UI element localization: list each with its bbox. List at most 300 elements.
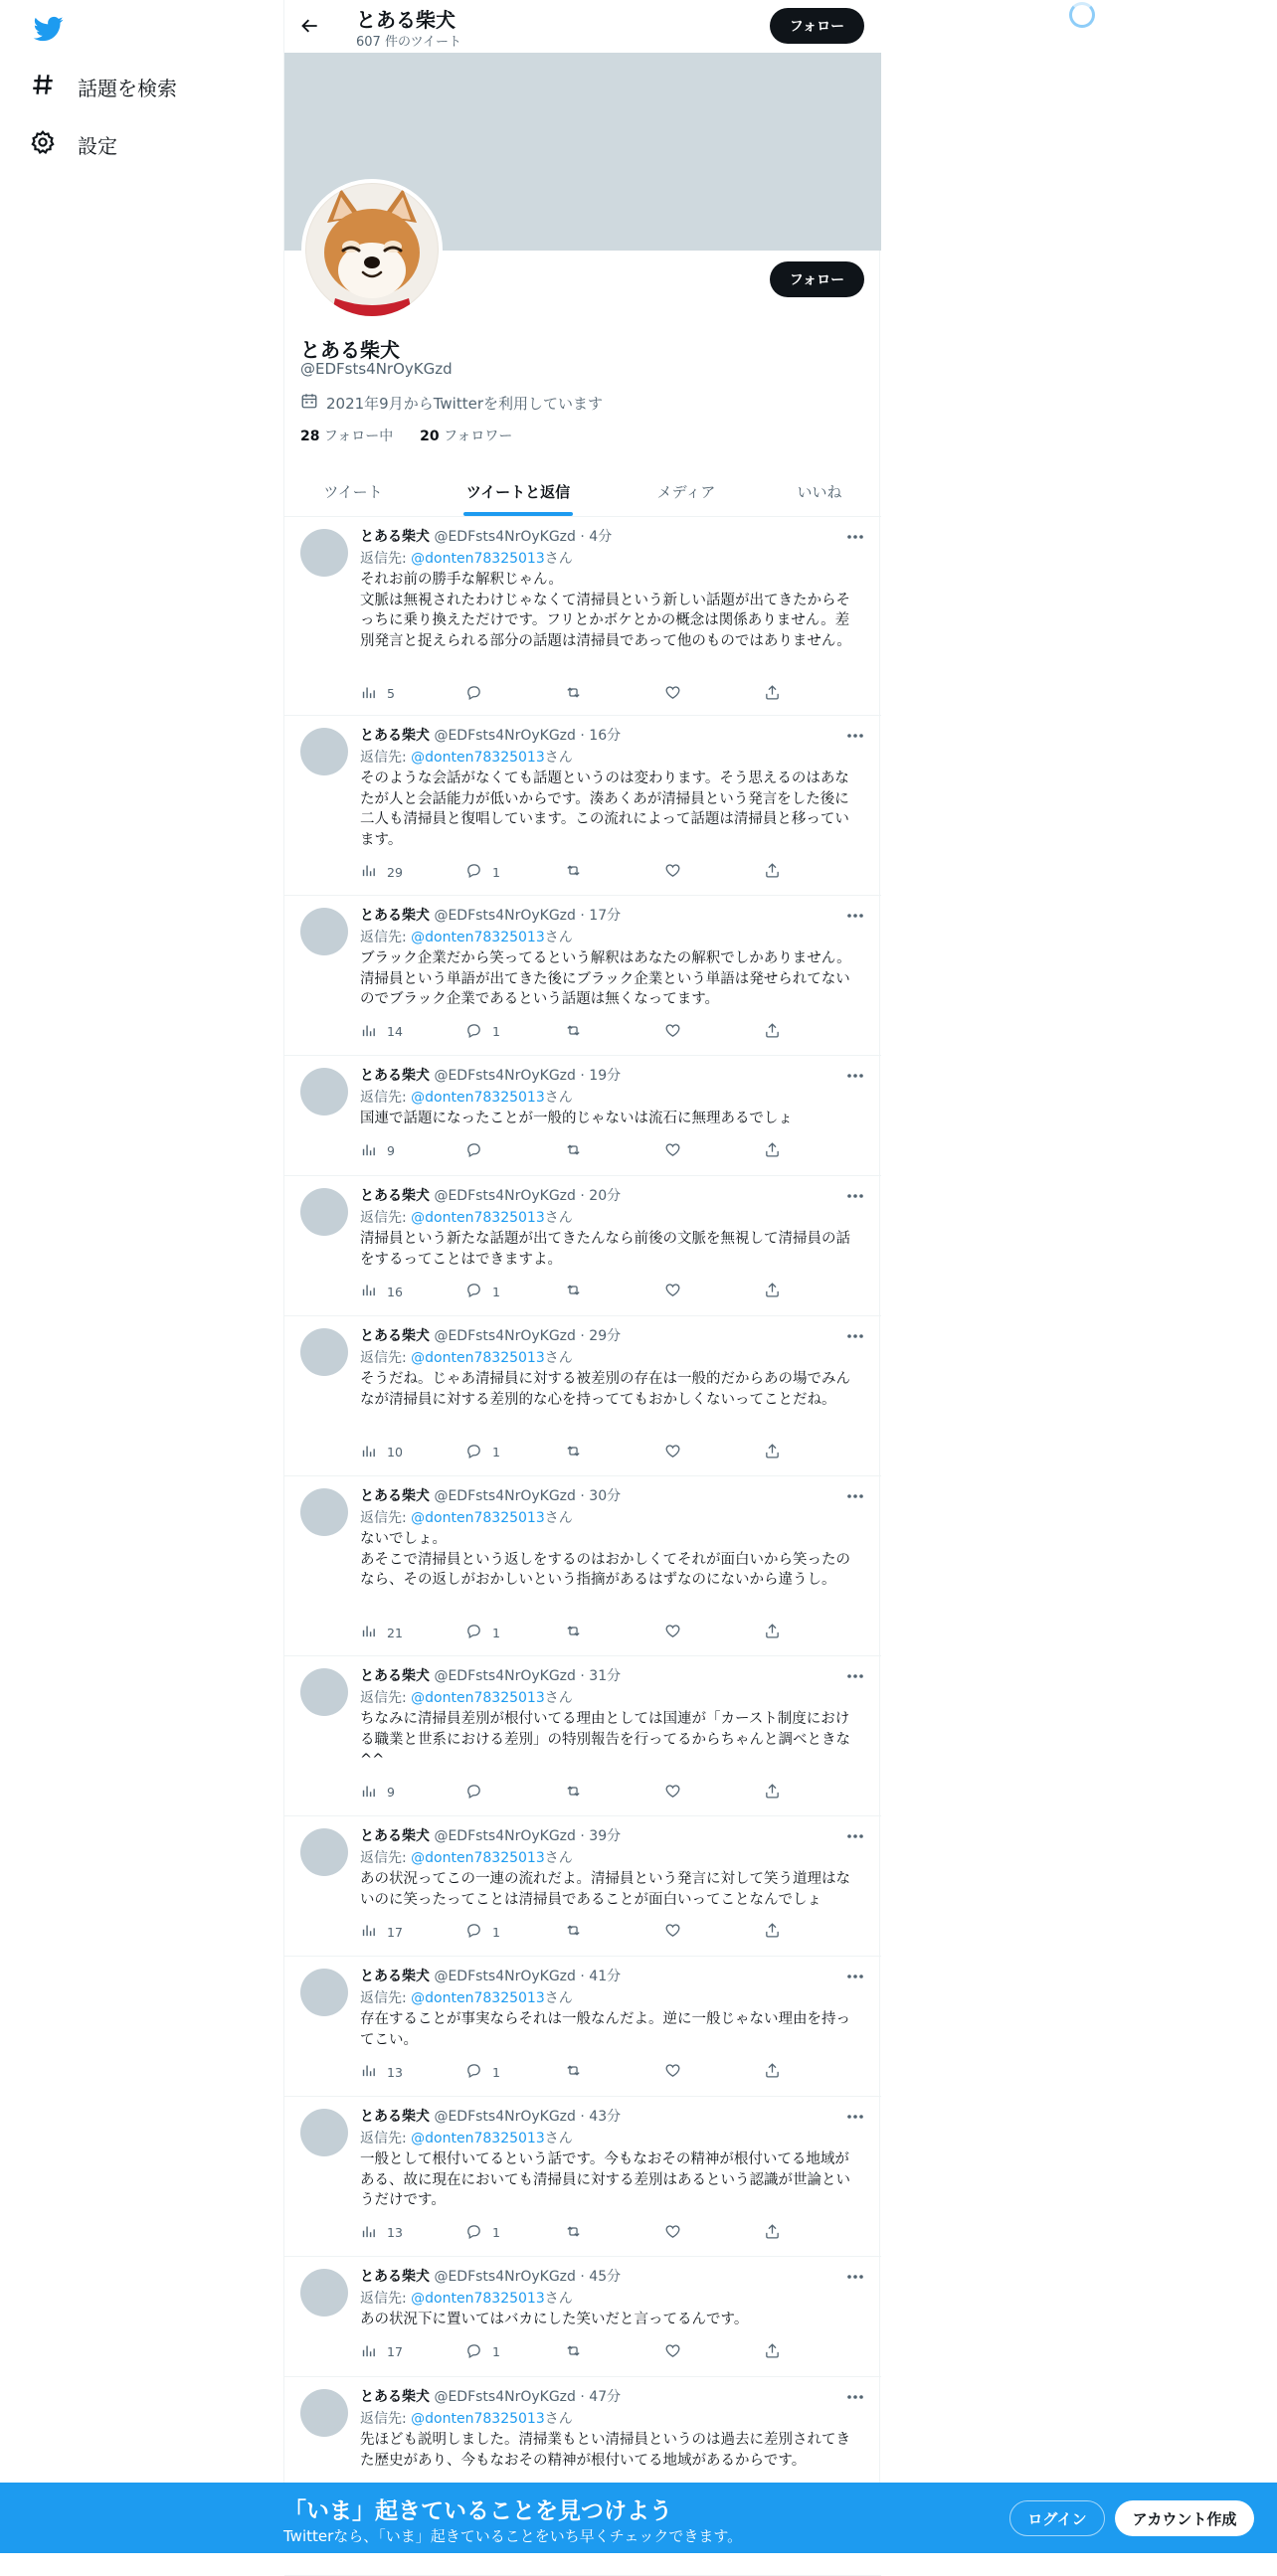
reply-action[interactable] [465, 1623, 500, 1642]
views-icon [360, 684, 377, 704]
tweet-separator: · [575, 1188, 590, 1204]
retweet-action[interactable] [565, 862, 592, 882]
more-options-icon[interactable] [845, 1969, 865, 1984]
reply-suffix: さん [544, 1990, 573, 2006]
reply-context [360, 549, 573, 569]
tweet-header [360, 1066, 621, 1086]
retweet-icon [565, 2342, 582, 2362]
reply-prefix: 返信先: [360, 750, 412, 766]
reply-icon [465, 1443, 482, 1462]
reply-count: 1 [492, 1024, 500, 1039]
tweet[interactable] [284, 896, 881, 1056]
tab-tweets[interactable]: ツイート [323, 482, 383, 501]
retweet-icon [565, 2062, 582, 2082]
tweet-time[interactable]: 30分 [589, 1488, 622, 1504]
tweet-text: それお前の勝手な解釈じゃん。 文脈は無視されたわけじゃなくて清掃員という新しい話題が出てきたからそっちに乗り換えただけです。フリとかボケとかの概念は関係ありません。差別発言と捉えられる部分の話題は清掃員であって他のものではありません。 [360, 572, 851, 649]
heart-icon [664, 2223, 681, 2243]
like-action[interactable] [664, 1022, 691, 1042]
more-options-icon[interactable] [845, 1068, 865, 1084]
like-action[interactable] [664, 2223, 691, 2243]
more-options-icon[interactable] [845, 2269, 865, 2285]
tweet-author-name[interactable]: とある柴犬 [360, 1969, 430, 1984]
share-action[interactable] [764, 1623, 781, 1642]
reply-suffix: さん [544, 1510, 573, 1526]
share-icon [764, 1783, 781, 1803]
profile-joined [300, 392, 603, 414]
banner-title: 「いま」起きていることを見つけよう [283, 2498, 672, 2524]
heart-icon [664, 1623, 681, 1642]
retweet-action[interactable] [565, 1022, 592, 1042]
like-action[interactable] [664, 1922, 691, 1942]
tweet-author-handle[interactable]: @EDFsts4NrOyKGzd [434, 2109, 576, 2125]
views-icon [360, 1022, 377, 1042]
reply-count: 1 [492, 1284, 500, 1299]
views-icon [360, 2342, 377, 2362]
reply-count: 1 [492, 1924, 500, 1940]
tweet-time[interactable]: 16分 [589, 728, 622, 744]
tweet-separator: · [575, 2269, 590, 2285]
tweet-author-handle[interactable]: @EDFsts4NrOyKGzd [434, 2269, 576, 2285]
like-action[interactable] [664, 2062, 691, 2082]
reply-action[interactable] [465, 684, 492, 704]
more-options-icon[interactable] [845, 529, 865, 545]
share-action[interactable] [764, 862, 781, 882]
joined-date: 2021年9月からTwitterを利用しています [326, 394, 603, 413]
share-icon [764, 1141, 781, 1161]
views-count: 10 [387, 1445, 403, 1460]
tweet-author-handle[interactable]: @EDFsts4NrOyKGzd [434, 728, 576, 744]
reply-action[interactable] [465, 1443, 500, 1462]
profile-name: とある柴犬 [300, 338, 400, 362]
heart-icon [664, 1022, 681, 1042]
more-options-icon[interactable] [845, 728, 865, 744]
heart-icon [664, 2062, 681, 2082]
like-action[interactable] [664, 1443, 691, 1462]
retweet-icon [565, 2223, 582, 2243]
tweet-author-handle[interactable]: @EDFsts4NrOyKGzd [434, 1969, 576, 1984]
tweet-separator: · [575, 2389, 590, 2405]
tweet-author-name[interactable]: とある柴犬 [360, 908, 430, 924]
tweet-separator: · [575, 1828, 590, 1844]
retweet-action[interactable] [565, 1141, 592, 1161]
tweet-time[interactable]: 43分 [589, 2109, 622, 2125]
tweet-author-handle[interactable]: @EDFsts4NrOyKGzd [434, 1488, 576, 1504]
more-options-icon[interactable] [845, 1188, 865, 1204]
heart-icon [664, 1443, 681, 1462]
reply-icon [465, 1141, 482, 1161]
tweet-avatar[interactable] [300, 1188, 348, 1236]
reply-mention-link[interactable]: @donten78325013 [411, 930, 545, 945]
share-icon [764, 1443, 781, 1462]
share-icon [764, 862, 781, 882]
reply-suffix: さん [544, 930, 573, 945]
views-icon [360, 1282, 377, 1301]
tweet[interactable] [284, 517, 881, 716]
more-options-icon[interactable] [845, 1488, 865, 1504]
tweet-text: 一般として根付いてるという話です。今もなおその精神が根付いてる地域がある、故に現在においても清掃員に対する差別はあるという認識が世論というだけです。 [360, 2151, 850, 2208]
reply-context [360, 1688, 573, 1708]
more-options-icon[interactable] [845, 2389, 865, 2405]
reply-prefix: 返信先: [360, 1850, 412, 1866]
tweet-time[interactable]: 47分 [589, 2389, 622, 2405]
tweet-author-handle[interactable]: @EDFsts4NrOyKGzd [434, 1668, 576, 1684]
retweet-icon [565, 1783, 582, 1803]
like-action[interactable] [664, 1623, 691, 1642]
like-action[interactable] [664, 684, 691, 704]
tweet-avatar[interactable] [300, 1668, 348, 1716]
reply-prefix: 返信先: [360, 551, 412, 567]
reply-mention-link[interactable]: @donten78325013 [411, 1850, 545, 1866]
tweet-author-handle[interactable]: @EDFsts4NrOyKGzd [434, 908, 576, 924]
hashtag-icon [30, 72, 56, 102]
views-action[interactable] [360, 1141, 395, 1161]
like-action[interactable] [664, 1141, 691, 1161]
tweet-avatar[interactable] [300, 1068, 348, 1116]
retweet-icon [565, 1282, 582, 1301]
reply-mention-link[interactable]: @donten78325013 [411, 1990, 545, 2006]
reply-icon [465, 1922, 482, 1942]
tweet-time[interactable]: 4分 [589, 529, 613, 545]
signup-banner [0, 2483, 1277, 2553]
retweet-action[interactable] [565, 1623, 592, 1642]
reply-mention-link[interactable]: @donten78325013 [411, 1510, 545, 1526]
views-icon [360, 2062, 377, 2082]
tweet[interactable] [284, 1816, 881, 1957]
heart-icon [664, 684, 681, 704]
tweet-actions [360, 862, 788, 882]
share-action[interactable] [764, 2223, 781, 2243]
loading-spinner-icon [1069, 2, 1095, 28]
tweet-author-name[interactable]: とある柴犬 [360, 1488, 430, 1504]
tweet-separator: · [575, 1488, 590, 1504]
heart-icon [664, 1783, 681, 1803]
views-action[interactable] [360, 1443, 403, 1462]
heart-icon [664, 2342, 681, 2362]
reply-prefix: 返信先: [360, 1350, 412, 1366]
sidebar-item-explore[interactable] [30, 65, 177, 108]
tweet-author-name[interactable]: とある柴犬 [360, 1828, 430, 1844]
reply-prefix: 返信先: [360, 2411, 412, 2427]
profile-column [283, 0, 880, 2553]
tweet-separator: · [575, 1328, 590, 1344]
tweet-header [360, 2267, 621, 2287]
share-action[interactable] [764, 1282, 781, 1301]
tweet[interactable] [284, 1957, 881, 2097]
tweet-header [360, 1326, 621, 1346]
reply-icon [465, 684, 482, 704]
reply-suffix: さん [544, 2411, 573, 2427]
reply-suffix: さん [544, 2291, 573, 2307]
retweet-icon [565, 1922, 582, 1942]
tweet-text: ないでしょ。 あそこで清掃員という返しをするのはおかしくてそれが面白いから笑ったのなら、その返しがおかしいという指摘があるはずなのにないから違うし。 [360, 1531, 850, 1588]
followers-link[interactable] [420, 429, 512, 444]
reply-suffix: さん [544, 1690, 573, 1706]
following-label: フォロー中 [319, 429, 394, 444]
tweet-author-name[interactable]: とある柴犬 [360, 529, 430, 545]
views-count: 14 [387, 1024, 403, 1039]
header-follow-button[interactable]: フォロー [770, 8, 864, 44]
tweet-author-name[interactable]: とある柴犬 [360, 1068, 430, 1084]
share-action[interactable] [764, 2342, 781, 2362]
tweet[interactable] [284, 1316, 881, 1476]
views-icon [360, 1783, 377, 1803]
views-action[interactable] [360, 684, 395, 704]
reply-prefix: 返信先: [360, 2291, 412, 2307]
tweet-avatar[interactable] [300, 1828, 348, 1876]
tab-media[interactable]: メディア [656, 482, 716, 501]
share-action[interactable] [764, 1022, 781, 1042]
retweet-action[interactable] [565, 684, 592, 704]
profile-follow-button[interactable]: フォロー [770, 261, 864, 297]
retweet-action[interactable] [565, 2062, 592, 2082]
reply-mention-link[interactable]: @donten78325013 [411, 1350, 545, 1366]
tweet-author-name[interactable]: とある柴犬 [360, 2389, 430, 2405]
tweet-avatar[interactable] [300, 2269, 348, 2317]
reply-count: 1 [492, 864, 500, 880]
profile-handle: @EDFsts4NrOyKGzd [300, 360, 453, 378]
tweet-text: そうだね。じゃあ清掃員に対する被差別の存在は一般的だからあの場でみんなが清掃員に対する差別的な心を持っててもおかしくないってことだね。 [360, 1371, 850, 1408]
tweet-text: 存在することが事実ならそれは一般なんだよ。逆に一般じゃない理由を持ってこい。 [360, 2011, 850, 2048]
tweet-actions [360, 1623, 788, 1642]
retweet-action[interactable] [565, 1922, 592, 1942]
tweet[interactable] [284, 2257, 881, 2377]
following-link[interactable] [300, 429, 393, 444]
tweet-author-name[interactable]: とある柴犬 [360, 1668, 430, 1684]
reply-action[interactable] [465, 862, 500, 882]
retweet-action[interactable] [565, 1282, 592, 1301]
views-count: 21 [387, 1625, 403, 1640]
reply-count: 1 [492, 2344, 500, 2359]
reply-action[interactable] [465, 1783, 492, 1803]
sidebar-item-settings[interactable] [30, 122, 117, 166]
tab-tweets-and-replies[interactable]: ツイートと返信 [465, 482, 571, 501]
views-action[interactable] [360, 2223, 403, 2243]
tweet-avatar[interactable] [300, 2109, 348, 2156]
tweet-header [360, 726, 621, 746]
profile-header [284, 0, 881, 53]
tweet-author-handle[interactable]: @EDFsts4NrOyKGzd [434, 1328, 576, 1344]
tweet[interactable] [284, 1476, 881, 1656]
tweet-author-name[interactable]: とある柴犬 [360, 1328, 430, 1344]
shiba-dog-avatar-icon [305, 183, 439, 316]
tweet[interactable] [284, 716, 881, 896]
tweet-author-name[interactable]: とある柴犬 [360, 2269, 430, 2285]
tweet-time[interactable]: 41分 [589, 1969, 622, 1984]
share-action[interactable] [764, 1922, 781, 1942]
more-options-icon[interactable] [845, 1828, 865, 1844]
tweet-author-handle[interactable]: @EDFsts4NrOyKGzd [434, 529, 576, 545]
views-action[interactable] [360, 2062, 403, 2082]
tweet-actions [360, 1783, 788, 1803]
reply-mention-link[interactable]: @donten78325013 [411, 1090, 545, 1106]
tweet-avatar[interactable] [300, 908, 348, 955]
retweet-icon [565, 1623, 582, 1642]
reply-icon [465, 2062, 482, 2082]
tweet-author-name[interactable]: とある柴犬 [360, 2109, 430, 2125]
tweet-header [360, 2107, 621, 2127]
tweet-author-name[interactable]: とある柴犬 [360, 728, 430, 744]
retweet-action[interactable] [565, 1783, 592, 1803]
reply-mention-link[interactable]: @donten78325013 [411, 2291, 545, 2307]
reply-context [360, 1988, 573, 2008]
more-options-icon[interactable] [845, 2109, 865, 2125]
heart-icon [664, 862, 681, 882]
more-options-icon[interactable] [845, 1668, 865, 1684]
tweet-separator: · [575, 728, 590, 744]
tweet-time[interactable]: 45分 [589, 2269, 622, 2285]
share-icon [764, 2223, 781, 2243]
reply-mention-link[interactable]: @donten78325013 [411, 2131, 545, 2147]
tweet-text: ちなみに清掃員差別が根付いてる理由としては国連が「カースト制度における職業と世系における差別」の特別報告を行ってるからちゃんと調べときな^^ [360, 1711, 850, 1768]
reply-mention-link[interactable]: @donten78325013 [411, 2411, 545, 2427]
more-options-icon[interactable] [845, 908, 865, 924]
reply-icon [465, 2342, 482, 2362]
heart-icon [664, 1922, 681, 1942]
share-action[interactable] [764, 2062, 781, 2082]
tab-likes[interactable]: いいね [797, 482, 842, 501]
tweet-header [360, 906, 621, 926]
reply-action[interactable] [465, 1282, 500, 1301]
reply-context [360, 1348, 573, 1368]
views-count: 5 [387, 686, 395, 701]
more-options-icon[interactable] [845, 1328, 865, 1344]
reply-action[interactable] [465, 2342, 500, 2362]
tweet-actions [360, 1922, 788, 1942]
views-action[interactable] [360, 1282, 403, 1301]
tweet-time[interactable]: 17分 [589, 908, 622, 924]
tweet-author-handle[interactable]: @EDFsts4NrOyKGzd [434, 1828, 576, 1844]
reply-mention-link[interactable]: @donten78325013 [411, 551, 545, 567]
sidebar-item-label: 話題を検索 [78, 76, 177, 100]
retweet-icon [565, 1022, 582, 1042]
tweet-author-handle[interactable]: @EDFsts4NrOyKGzd [434, 1188, 576, 1204]
reply-context [360, 2129, 573, 2148]
share-action[interactable] [764, 684, 781, 704]
views-icon [360, 1922, 377, 1942]
tweet-avatar[interactable] [300, 1969, 348, 2016]
reply-prefix: 返信先: [360, 1210, 412, 1226]
retweet-icon [565, 1443, 582, 1462]
views-action[interactable] [360, 1922, 403, 1942]
tweet-avatar[interactable] [300, 1488, 348, 1536]
retweet-icon [565, 684, 582, 704]
reply-count: 1 [492, 2064, 500, 2080]
follow-stats [300, 426, 512, 445]
like-action[interactable] [664, 1783, 691, 1803]
reply-prefix: 返信先: [360, 1690, 412, 1706]
views-count: 9 [387, 1143, 395, 1158]
tweet-author-handle[interactable]: @EDFsts4NrOyKGzd [434, 2389, 576, 2405]
banner-subtitle: Twitterなら、「いま」起きていることをいち早くチェックできます。 [283, 2527, 743, 2545]
signup-button[interactable]: アカウント作成 [1115, 2500, 1254, 2536]
tweet-avatar[interactable] [300, 2389, 348, 2437]
reply-context [360, 1208, 573, 1228]
tweet-text: ブラック企業だから笑ってるという解釈はあなたの解釈でしかありません。清掃員という単語が出てきた後にブラック企業という単語は発せられてないのでブラック企業であるという話題は無くなってます。 [360, 950, 851, 1007]
back-arrow-icon[interactable] [296, 12, 324, 40]
views-action[interactable] [360, 2342, 403, 2362]
reply-mention-link[interactable]: @donten78325013 [411, 1210, 545, 1226]
share-action[interactable] [764, 1783, 781, 1803]
tweet-author-handle[interactable]: @EDFsts4NrOyKGzd [434, 1068, 576, 1084]
tweet-text: あの状況下に置いてはバカにした笑いだと言ってるんです。 [360, 2312, 749, 2327]
views-action[interactable] [360, 1623, 403, 1642]
retweet-action[interactable] [565, 2342, 592, 2362]
retweet-action[interactable] [565, 1443, 592, 1462]
retweet-action[interactable] [565, 2223, 592, 2243]
tweet-actions [360, 1141, 788, 1161]
tweet-header [360, 1666, 621, 1686]
reply-mention-link[interactable]: @donten78325013 [411, 750, 545, 766]
reply-action[interactable] [465, 1922, 500, 1942]
tweet-text: そのような会話がなくても話題というのは変わります。そう思えるのはあなたが人と会話能力が低いからです。湊あくあが清掃員という発言をした後に二人も清掃員と復唱しています。この流れによって話題は清掃員と移っています。 [360, 771, 849, 848]
tweet-time[interactable]: 31分 [589, 1668, 622, 1684]
twitter-bird-icon[interactable] [32, 14, 66, 44]
tweet[interactable] [284, 1176, 881, 1316]
reply-icon [465, 1623, 482, 1642]
reply-context [360, 2289, 573, 2309]
reply-prefix: 返信先: [360, 1510, 412, 1526]
tweet-header [360, 1486, 621, 1506]
reply-action[interactable] [465, 1022, 500, 1042]
like-action[interactable] [664, 1282, 691, 1301]
tweet-actions [360, 1022, 788, 1042]
like-action[interactable] [664, 2342, 691, 2362]
share-action[interactable] [764, 1141, 781, 1161]
views-count: 9 [387, 1785, 395, 1800]
tweet-avatar[interactable] [300, 1328, 348, 1376]
reply-context [360, 1088, 573, 1108]
tweet-avatar[interactable] [300, 728, 348, 775]
views-action[interactable] [360, 862, 403, 882]
like-action[interactable] [664, 862, 691, 882]
tweet-time[interactable]: 29分 [589, 1328, 622, 1344]
tweet-actions [360, 2223, 788, 2243]
views-icon [360, 2223, 377, 2243]
tweet-actions [360, 1282, 788, 1301]
reply-suffix: さん [544, 1210, 573, 1226]
tweet[interactable] [284, 1656, 881, 1816]
tweet-actions [360, 2062, 788, 2082]
heart-icon [664, 1141, 681, 1161]
followers-label: フォロワー [439, 429, 513, 444]
reply-action[interactable] [465, 2062, 500, 2082]
reply-action[interactable] [465, 1141, 492, 1161]
share-action[interactable] [764, 1443, 781, 1462]
tweet-author-name[interactable]: とある柴犬 [360, 1188, 430, 1204]
views-action[interactable] [360, 1783, 395, 1803]
reply-action[interactable] [465, 2223, 500, 2243]
tweet-avatar[interactable] [300, 529, 348, 577]
views-icon [360, 1141, 377, 1161]
left-sidebar [0, 0, 283, 199]
tweet-time[interactable]: 39分 [589, 1828, 622, 1844]
reply-icon [465, 1282, 482, 1301]
views-action[interactable] [360, 1022, 403, 1042]
reply-context [360, 928, 573, 947]
tweet-time[interactable]: 20分 [589, 1188, 622, 1204]
share-icon [764, 2342, 781, 2362]
profile-avatar[interactable] [301, 179, 443, 320]
tweet[interactable] [284, 2097, 881, 2257]
login-button[interactable]: ログイン [1009, 2500, 1105, 2536]
views-count: 13 [387, 2064, 403, 2080]
reply-mention-link[interactable]: @donten78325013 [411, 1690, 545, 1706]
tweet-time[interactable]: 19分 [589, 1068, 622, 1084]
reply-prefix: 返信先: [360, 1090, 412, 1106]
tweet-header [360, 527, 612, 547]
tweet[interactable] [284, 1056, 881, 1176]
reply-suffix: さん [544, 750, 573, 766]
